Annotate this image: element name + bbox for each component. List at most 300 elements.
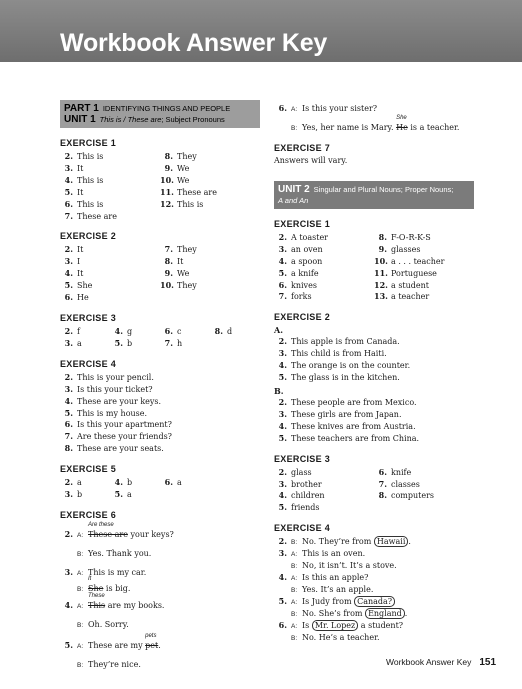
answer-item <box>274 479 374 491</box>
item-text: a <box>77 338 82 348</box>
answer-item <box>274 397 474 409</box>
dialog-text: Yes. It’s an apple. <box>302 585 374 595</box>
exercise-title: EXERCISE 7 <box>274 143 331 153</box>
item-text: These people are from Mexico. <box>291 397 417 407</box>
item-text: glasses <box>391 244 421 254</box>
item-number: 8. <box>64 443 73 454</box>
item-text: a teacher <box>391 292 430 302</box>
answer-item <box>60 175 160 187</box>
item-number: 4. <box>278 255 287 266</box>
item-text: They <box>177 152 197 161</box>
answer-item <box>60 477 110 489</box>
item-text: knives <box>291 280 317 290</box>
item-number: 9. <box>378 243 387 254</box>
item-number: 9. <box>164 162 173 173</box>
exercise-title: EXERCISE 2 <box>60 231 117 242</box>
answer-item <box>60 338 110 350</box>
circled-word: Hawaii <box>374 536 408 547</box>
dialog-text: Is this an apple? <box>302 573 369 583</box>
item-number: 8. <box>378 490 387 501</box>
item-text: She <box>77 281 93 291</box>
answer-grid <box>60 244 260 304</box>
left-column <box>60 100 260 680</box>
item-text: Is this your apartment? <box>77 420 172 430</box>
answer-item <box>374 256 474 268</box>
page-title: Workbook Answer Key <box>60 29 328 57</box>
answer-item <box>60 163 160 175</box>
exercise-title: EXERCISE 5 <box>60 464 117 475</box>
exercise-5 <box>60 464 260 501</box>
item-number: 7. <box>164 337 173 348</box>
item-number: 4. <box>64 395 73 406</box>
item-text: forks <box>291 292 312 302</box>
answer-item <box>374 268 474 280</box>
item-text: b <box>77 490 83 500</box>
item-number: 2. <box>64 477 73 488</box>
item-number: 4. <box>278 490 287 501</box>
answer-item <box>274 360 474 372</box>
answer-item <box>274 467 374 479</box>
answer-item <box>60 292 160 304</box>
exercise-title: EXERCISE 4 <box>274 523 331 534</box>
item-text: a knife <box>291 268 319 278</box>
dialog-line <box>274 584 474 596</box>
dialog-text: . <box>158 640 161 650</box>
item-text: The orange is on the counter. <box>291 361 411 371</box>
item-number: 6. <box>278 620 287 631</box>
speaker-a: A: <box>291 551 298 559</box>
dialog-text: No. They’re from <box>302 537 374 547</box>
item-text: f <box>77 326 80 336</box>
answer-item <box>160 477 210 489</box>
answer-item <box>60 199 160 211</box>
speaker-b: B: <box>291 611 298 619</box>
correction <box>396 115 408 133</box>
answer-item <box>60 408 260 420</box>
dialog-text: Yes. Thank you. <box>88 548 152 558</box>
answer-item <box>60 443 260 455</box>
item-number: 6. <box>278 279 287 290</box>
answer-item <box>374 244 474 256</box>
item-number: 6. <box>164 325 173 336</box>
answer-grid <box>60 151 260 222</box>
dialog-text: Is <box>302 621 312 631</box>
dialog-text: . <box>404 609 408 619</box>
answer-item <box>110 326 160 338</box>
correction <box>145 632 159 651</box>
dialog-text: This is an oven. <box>302 549 366 559</box>
circled-word: England <box>365 608 405 619</box>
deleted-text: He <box>396 123 408 132</box>
item-text: They <box>177 281 197 291</box>
unit-label: UNIT 2 <box>278 183 310 195</box>
dialog-line <box>60 592 260 612</box>
item-text: We <box>177 175 190 185</box>
item-text: Is this your ticket? <box>77 384 153 394</box>
answer-item <box>274 232 374 244</box>
item-text: h <box>177 338 183 348</box>
answer-list <box>274 397 474 445</box>
item-text: a student <box>391 280 430 290</box>
speaker-a: A: <box>77 602 84 610</box>
answer-item <box>160 326 210 338</box>
dialog-text: Yes, her name is Mary. <box>302 123 397 132</box>
speaker-b: B: <box>291 563 298 571</box>
item-text: These knives are from Austria. <box>291 421 416 431</box>
answer-item <box>160 199 260 211</box>
dialog-text: is big. <box>103 583 131 593</box>
item-text: We <box>177 163 190 173</box>
answer-item <box>60 396 260 408</box>
dialog-text: These are my <box>88 640 146 650</box>
answer-item <box>60 419 260 431</box>
item-number: 2. <box>64 528 73 539</box>
unit2-header <box>274 181 474 209</box>
answer-item <box>160 163 260 175</box>
answer-item <box>110 338 160 350</box>
item-text: The glass is in the kitchen. <box>291 373 400 383</box>
item-number: 8. <box>164 256 173 267</box>
answer-item <box>60 211 160 223</box>
speaker-a: A: <box>291 575 298 583</box>
exercise-4 <box>60 359 260 455</box>
item-text: They <box>177 245 197 255</box>
exercise-title: EXERCISE 6 <box>60 509 117 520</box>
item-text: an oven <box>291 244 323 254</box>
item-number: 6. <box>278 103 287 113</box>
exercise-6-continued <box>274 103 474 134</box>
dialog-line <box>274 103 474 115</box>
speaker-b: B: <box>291 635 298 643</box>
item-number: 2. <box>278 396 287 407</box>
item-text: children <box>291 491 325 501</box>
deleted-text: pet <box>145 640 159 650</box>
speaker-b: B: <box>77 661 84 669</box>
answer-item <box>60 431 260 443</box>
answer-list <box>274 336 474 384</box>
item-text: a . . . teacher <box>391 256 445 266</box>
answer-text: Answers will vary. <box>274 156 348 165</box>
answer-item <box>160 151 260 163</box>
exercise-title: EXERCISE 1 <box>274 218 331 229</box>
item-number: 4. <box>64 599 73 610</box>
item-number: 4. <box>278 360 287 371</box>
speaker-a: A: <box>77 569 84 577</box>
answer-grid <box>274 232 474 303</box>
item-text: This apple is from Canada. <box>291 337 400 347</box>
answer-item <box>60 372 260 384</box>
item-number: 5. <box>114 337 123 348</box>
item-text: a <box>127 490 132 500</box>
item-text: We <box>177 269 190 279</box>
item-text: This is <box>77 199 104 209</box>
item-number: 4. <box>114 477 123 488</box>
item-number: 4. <box>64 174 73 185</box>
item-text: a spoon <box>291 256 323 266</box>
answer-item <box>160 187 260 199</box>
item-number: 3. <box>278 408 287 419</box>
speaker-b: B: <box>291 125 298 132</box>
dialog-line <box>274 632 474 644</box>
item-number: 4. <box>64 268 73 279</box>
unit2-exercise-4 <box>274 523 474 644</box>
answer-item <box>60 151 160 163</box>
unit-text: Singular and Plural Nouns; Proper Nouns; <box>313 184 454 194</box>
dialog-line <box>274 620 474 632</box>
footer-label: Workbook Answer Key <box>386 657 472 667</box>
unit-text: ; Subject Pronouns <box>161 115 225 124</box>
item-text: c <box>177 326 182 336</box>
item-number: 2. <box>278 536 287 547</box>
right-column <box>274 103 474 653</box>
grid-spacer <box>210 477 260 489</box>
answer-item <box>374 479 474 491</box>
item-text: This child is from Haiti. <box>291 349 387 359</box>
item-text: Portuguese <box>391 268 437 278</box>
dialog-line <box>274 115 474 134</box>
exercise-title: EXERCISE 3 <box>60 312 117 323</box>
inserted-text: pets <box>145 632 157 639</box>
item-text: computers <box>391 491 435 501</box>
item-number: 3. <box>278 478 287 489</box>
unit2-exercise-1 <box>274 219 474 303</box>
speaker-b: B: <box>77 550 84 558</box>
dialog-text: No, it isn’t. It’s a stove. <box>302 561 397 571</box>
unit-italic: A and An <box>278 195 309 205</box>
item-number: 5. <box>278 372 287 383</box>
item-number: 2. <box>64 151 73 161</box>
item-number: 2. <box>64 371 73 382</box>
answer-item <box>374 291 474 303</box>
answer-item <box>274 291 374 303</box>
item-number: 6. <box>64 419 73 430</box>
item-number: 3. <box>278 548 287 559</box>
item-number: 2. <box>278 231 287 242</box>
item-text: glass <box>291 467 312 477</box>
answer-grid <box>274 467 474 515</box>
answer-item <box>274 421 474 433</box>
answer-item <box>60 384 260 396</box>
item-number: 7. <box>64 210 73 221</box>
item-text: g <box>127 326 133 336</box>
answer-item <box>110 489 160 501</box>
item-number: 3. <box>64 162 73 173</box>
exercise-title: EXERCISE 3 <box>274 453 331 464</box>
item-number: 5. <box>114 489 123 500</box>
answer-list <box>60 372 260 455</box>
item-number: 12. <box>160 198 174 209</box>
deleted-text: These are <box>88 529 128 539</box>
item-text: F-O-R-K-S <box>391 232 431 242</box>
dialog-text: . <box>408 537 411 547</box>
answer-item <box>274 490 374 502</box>
item-number: 8. <box>164 151 173 161</box>
group-label: B. <box>274 385 284 396</box>
item-number: 6. <box>64 198 73 209</box>
item-number: 4. <box>278 572 287 583</box>
answer-item <box>374 467 474 479</box>
item-number: 5. <box>64 639 73 650</box>
item-number: 10. <box>374 255 388 266</box>
answer-item <box>274 433 474 445</box>
speaker-b: B: <box>77 621 84 629</box>
dialog-line <box>60 632 260 652</box>
item-number: 4. <box>114 325 123 336</box>
answer-item <box>60 326 110 338</box>
exercise-title: EXERCISE 2 <box>274 312 331 323</box>
unit1-header <box>60 100 260 128</box>
speaker-a: A: <box>77 531 84 539</box>
item-text: classes <box>391 479 420 489</box>
item-number: 2. <box>64 325 73 336</box>
item-text: These girls are from Japan. <box>291 409 402 419</box>
item-number: 11. <box>374 267 388 278</box>
answer-item <box>274 268 374 280</box>
item-text: This is <box>77 175 104 185</box>
dialog-line <box>60 659 260 671</box>
answer-item <box>274 280 374 292</box>
speaker-a: A: <box>77 642 84 650</box>
exercise-title: EXERCISE 4 <box>60 358 117 369</box>
speaker-b: B: <box>291 539 298 547</box>
deleted-text: This <box>88 600 106 610</box>
page-number: 151 <box>479 657 497 668</box>
dialog-line <box>60 521 260 541</box>
answer-grid <box>60 477 260 501</box>
correction <box>88 592 106 611</box>
item-text: I <box>77 257 81 267</box>
dialog-line <box>60 619 260 631</box>
item-number: 7. <box>64 431 73 442</box>
item-text: These are your keys. <box>77 396 162 406</box>
item-text: brother <box>291 479 322 489</box>
item-text: friends <box>291 503 320 513</box>
inserted-text: Are these <box>88 521 114 528</box>
item-number: 4. <box>278 420 287 431</box>
item-text: This is your pencil. <box>77 372 154 382</box>
item-number: 7. <box>378 478 387 489</box>
item-number: 8. <box>378 231 387 242</box>
answer-item <box>160 175 260 187</box>
exercise-3 <box>60 313 260 350</box>
item-text: knife <box>391 467 412 477</box>
dialog-text: Is Judy from <box>302 597 355 607</box>
item-text: A toaster <box>291 232 328 242</box>
item-number: 3. <box>64 566 73 577</box>
answer-item <box>374 232 474 244</box>
item-number: 6. <box>64 292 73 303</box>
answer-item <box>60 256 160 268</box>
item-text: d <box>227 326 233 336</box>
answer-item <box>274 244 374 256</box>
answer-item <box>60 489 110 501</box>
speaker-a: A: <box>291 106 298 113</box>
group-label: A. <box>274 325 283 336</box>
header-banner <box>0 0 522 62</box>
item-number: 5. <box>278 596 287 607</box>
unit2-exercise-3 <box>274 454 474 515</box>
dialog-text: are my books. <box>105 600 165 610</box>
answer-item <box>210 326 260 338</box>
item-text: It <box>77 269 84 279</box>
inserted-text: These <box>88 592 105 599</box>
dialog-line <box>274 572 474 584</box>
item-number: 11. <box>160 186 174 197</box>
dialog-line <box>274 548 474 560</box>
dialog-line <box>274 560 474 572</box>
answer-item <box>274 372 474 384</box>
item-number: 5. <box>278 502 287 513</box>
item-text: It <box>77 245 84 255</box>
dialog-text: is a teacher. <box>407 123 460 132</box>
answer-item <box>274 409 474 421</box>
speaker-a: A: <box>291 623 298 631</box>
item-number: 3. <box>64 337 73 348</box>
item-text: b <box>127 478 133 488</box>
item-number: 5. <box>278 267 287 278</box>
item-number: 3. <box>64 383 73 394</box>
item-number: 5. <box>278 432 287 443</box>
item-text: It <box>177 257 184 267</box>
dialog-line <box>274 608 474 620</box>
item-text: a <box>77 478 82 488</box>
answer-item <box>274 348 474 360</box>
answer-item <box>374 280 474 292</box>
item-text: This is my house. <box>77 408 148 418</box>
deleted-text: She <box>88 583 104 593</box>
dialog-line <box>274 536 474 548</box>
answer-item <box>60 187 160 199</box>
dialog-text: your keys? <box>127 529 174 539</box>
dialog-text: They’re nice. <box>88 659 141 669</box>
answer-item <box>274 502 374 514</box>
item-number: 7. <box>278 291 287 302</box>
item-text: This is <box>177 199 204 209</box>
answer-item <box>160 338 210 350</box>
item-text: These teachers are from China. <box>291 433 420 443</box>
dialog-text: Oh. Sorry. <box>88 619 129 629</box>
exercise-1 <box>60 138 260 222</box>
part-text: IDENTIFYING THINGS AND PEOPLE <box>102 104 231 113</box>
correction <box>88 521 128 540</box>
dialog-text: This is my car. <box>88 567 147 577</box>
answer-item <box>60 268 160 280</box>
item-text: It <box>77 187 84 197</box>
dialog-text: No. He’s a teacher. <box>302 633 380 643</box>
item-number: 3. <box>64 489 73 500</box>
item-number: 2. <box>64 244 73 255</box>
item-number: 7. <box>164 244 173 255</box>
item-number: 5. <box>64 280 73 291</box>
dialog-line <box>60 548 260 560</box>
item-number: 5. <box>64 186 73 197</box>
exercise-title: EXERCISE 1 <box>60 138 117 148</box>
part-label: PART 1 <box>64 103 99 114</box>
exercise-2 <box>60 231 260 304</box>
item-number: 2. <box>278 336 287 347</box>
inserted-text: It <box>88 575 92 582</box>
item-number: 8. <box>214 325 223 336</box>
dialog-text: Is this your sister? <box>302 104 378 113</box>
item-text: He <box>77 293 89 303</box>
item-number: 3. <box>64 256 73 267</box>
item-number: 6. <box>164 477 173 488</box>
circled-word: Canada? <box>354 596 395 607</box>
answer-item <box>374 490 474 502</box>
answer-grid <box>60 326 260 350</box>
speaker-a: A: <box>291 599 298 607</box>
item-number: 12. <box>374 279 388 290</box>
